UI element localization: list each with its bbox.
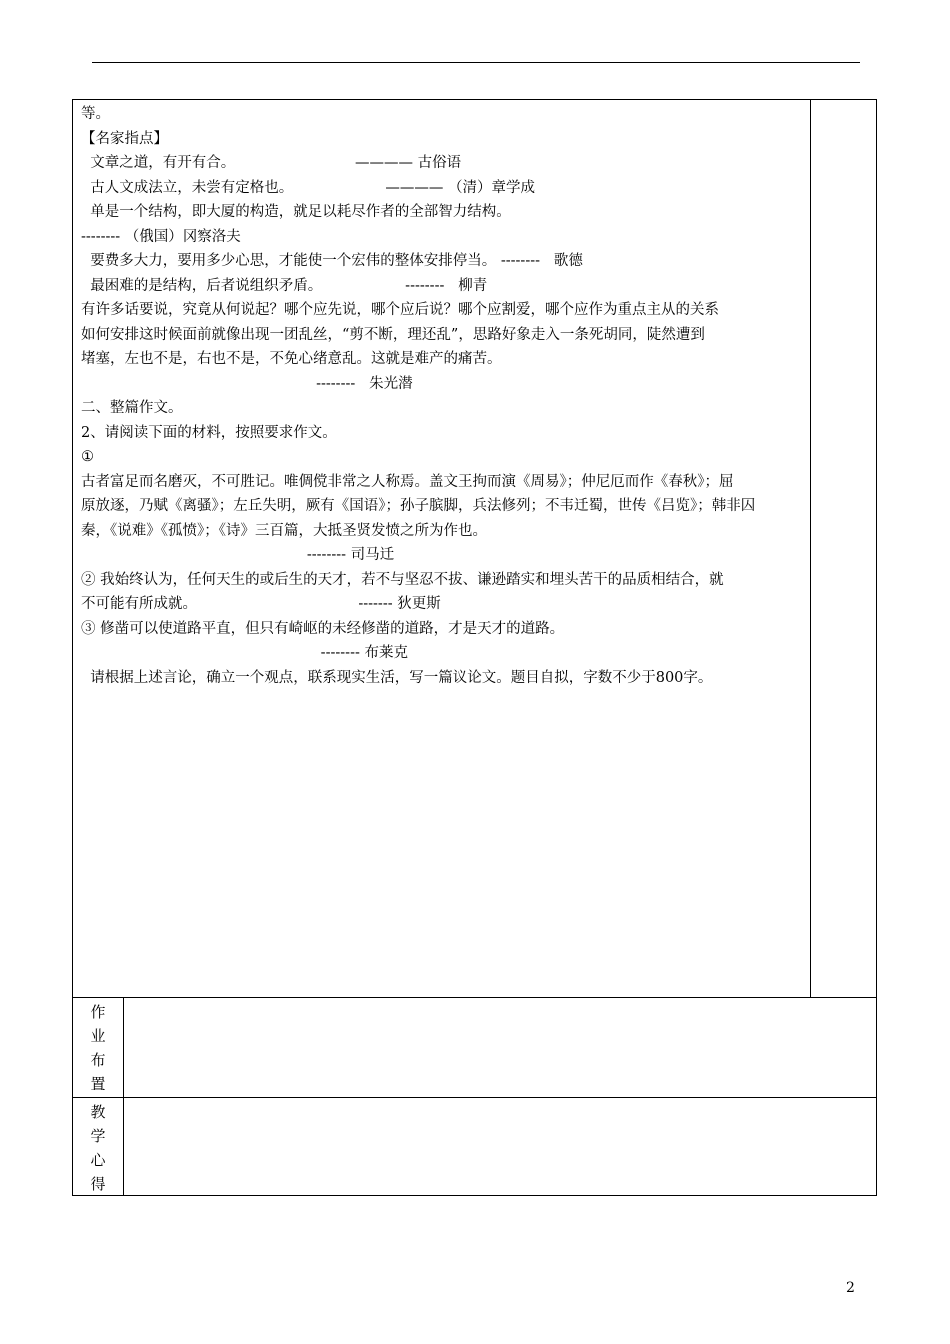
content-text: [81, 102, 805, 690]
lesson-table: [72, 99, 877, 1196]
content-line: 原放逐，乃赋《离骚》；左丘失明，厥有《国语》；孙子膑脚，兵法修列；不韦迁蜀，世传《吕览》；韩非囚: [81, 498, 756, 514]
row-divider-homework: [73, 997, 876, 998]
content-line: 不可能有所成就。 ------- 狄更斯: [81, 596, 441, 612]
homework-label-char: 作: [90, 1003, 106, 1021]
content-line: 单是一个结构，即大厦的构造，就足以耗尽作者的全部智力结构。: [81, 204, 511, 220]
content-line: -------- 司马迁: [81, 547, 395, 563]
reflection-label-char: 学: [90, 1127, 106, 1145]
homework-label-char: 置: [90, 1075, 106, 1093]
content-line: 要费多大力，要用多少心思，才能使一个宏伟的整体安排停当。 -------- 歌德: [81, 253, 583, 269]
header-rule: [92, 62, 860, 63]
content-line: 请根据上述言论，确立一个观点，联系现实生活，写一篇议论文。题目自拟，字数不少于800字。: [81, 669, 713, 686]
content-line: 二、整篇作文。: [81, 400, 183, 416]
content-line: 有许多话要说，究竟从何说起？哪个应先说，哪个应后说？哪个应割爱，哪个应作为重点主从的关系: [81, 302, 719, 318]
content-line: ③ 修凿可以使道路平直，但只有崎岖的未经修凿的道路，才是天才的道路。: [81, 620, 565, 637]
content-line: -------- （俄国）冈察洛夫: [81, 228, 241, 245]
reflection-label: [73, 1100, 123, 1196]
reflection-label-char: 得: [90, 1175, 106, 1193]
content-line: 古者富足而名磨灭，不可胜记。唯倜傥非常之人称焉。盖文王拘而演《周易》；仲尼厄而作《春秋》；屈: [81, 473, 734, 490]
content-line: -------- 朱光潜: [81, 375, 413, 392]
label-column-divider: [123, 997, 124, 1196]
content-line: 【名家指点】: [81, 130, 168, 147]
content-line: 堵塞，左也不是，右也不是，不免心绪意乱。这就是难产的痛苦。: [81, 351, 502, 367]
content-line: ①: [81, 449, 94, 465]
content-line: 如何安排这时候面前就像出现一团乱丝，“剪不断，理还乱”，思路好象走入一条死胡同，陡然遭到: [81, 326, 705, 343]
content-line: 秦，《说难》《孤愤》；《诗》三百篇，大抵圣贤发愤之所为作也。: [81, 522, 487, 539]
homework-label: [73, 1000, 123, 1096]
reflection-label-char: 心: [90, 1151, 106, 1169]
content-line: 等。: [81, 106, 110, 122]
content-line: ② 我始终认为，任何天生的或后生的天才，若不与坚忍不拔、谦逊踏实和埋头苦干的品质相结合，就: [81, 571, 724, 588]
content-line: -------- 布莱克: [81, 645, 408, 661]
content-line: 文章之道，有开有合。 ———— 古俗语: [81, 155, 462, 171]
content-line: 2、请阅读下面的材料，按照要求作文。: [81, 424, 337, 441]
row-divider-reflection: [73, 1097, 876, 1098]
reflection-label-char: 教: [90, 1103, 106, 1121]
main-content-cell: [73, 100, 811, 997]
homework-label-char: 布: [90, 1051, 106, 1069]
page-number: 2: [846, 1280, 855, 1296]
content-line: 最困难的是结构，后者说组织矛盾。 -------- 柳青: [81, 277, 488, 294]
content-line: 古人文成法立，未尝有定格也。 ———— （清）章学成: [81, 179, 536, 196]
homework-label-char: 业: [90, 1027, 106, 1045]
